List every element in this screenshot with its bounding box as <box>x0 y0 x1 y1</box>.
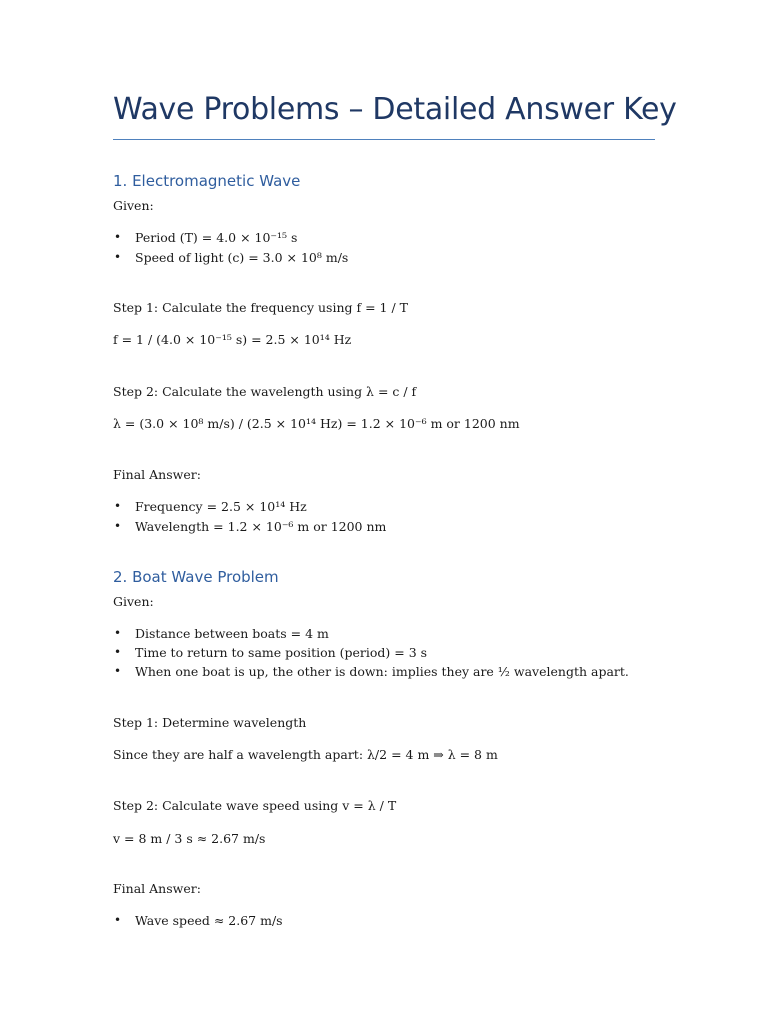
section-1-given-item: Period (T) = 4.0 × 10⁻¹⁵ s <box>135 230 298 245</box>
title-underline <box>113 139 655 140</box>
bullet-icon: • <box>114 645 122 659</box>
section-2-step1-calc: Since they are half a wavelength apart: λ/2 = 4 m ⇒ λ = 8 m <box>113 747 498 762</box>
section-1-final-label: Final Answer: <box>113 467 201 482</box>
section-2-given-label: Given: <box>113 594 154 609</box>
section-2-given-item: When one boat is up, the other is down: implies they are ½ wavelength apart. <box>135 664 629 679</box>
section-1-given-item: Speed of light (c) = 3.0 × 10⁸ m/s <box>135 250 349 265</box>
section-2-final-label: Final Answer: <box>113 881 201 896</box>
section-1-given-label: Given: <box>113 198 154 213</box>
bullet-icon: • <box>114 626 122 640</box>
bullet-icon: • <box>114 230 122 244</box>
section-1-final-item: Wavelength = 1.2 × 10⁻⁶ m or 1200 nm <box>135 519 387 534</box>
section-1-heading: 1. Electromagnetic Wave <box>113 172 301 190</box>
section-2-step1: Step 1: Determine wavelength <box>113 715 307 730</box>
section-1-step2: Step 2: Calculate the wavelength using λ = c / f <box>113 384 417 399</box>
section-1-step1: Step 1: Calculate the frequency using f = 1 / T <box>113 300 408 315</box>
section-2-given-item: Distance between boats = 4 m <box>135 626 329 641</box>
document-title: Wave Problems – Detailed Answer Key <box>113 92 677 127</box>
section-2-step2-calc: v = 8 m / 3 s ≈ 2.67 m/s <box>113 831 266 846</box>
section-1-step2-calc: λ = (3.0 × 10⁸ m/s) / (2.5 × 10¹⁴ Hz) = 1.2 × 10⁻⁶ m or 1200 nm <box>113 416 520 431</box>
bullet-icon: • <box>114 913 122 927</box>
section-1-final-item: Frequency = 2.5 × 10¹⁴ Hz <box>135 499 307 514</box>
section-2-final-item: Wave speed ≈ 2.67 m/s <box>135 913 283 928</box>
section-1-step1-calc: f = 1 / (4.0 × 10⁻¹⁵ s) = 2.5 × 10¹⁴ Hz <box>113 332 352 347</box>
bullet-icon: • <box>114 499 122 513</box>
bullet-icon: • <box>114 664 122 678</box>
section-2-heading: 2. Boat Wave Problem <box>113 568 279 586</box>
section-2-given-item: Time to return to same position (period) = 3 s <box>135 645 428 660</box>
bullet-icon: • <box>114 519 122 533</box>
section-2-step2: Step 2: Calculate wave speed using v = λ / T <box>113 798 397 813</box>
bullet-icon: • <box>114 250 122 264</box>
